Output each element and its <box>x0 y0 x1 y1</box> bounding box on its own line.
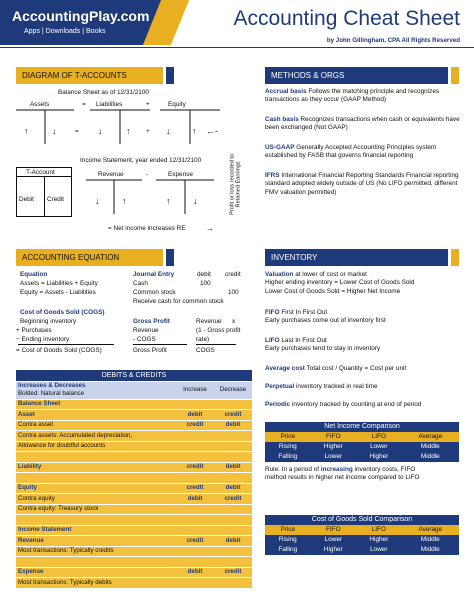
dc-increase-cell: debit <box>176 410 214 421</box>
table-cell: Middle <box>402 535 459 545</box>
rule-text: inventory costs, FIFO <box>354 466 416 473</box>
dc-decrease-cell: debit <box>214 536 252 547</box>
dc-increase-cell <box>176 525 214 536</box>
dc-header-row <box>16 381 252 399</box>
credit-label: Credit <box>47 196 65 203</box>
dc-increase-cell: credit <box>176 462 214 473</box>
je-common-stock: Common stock <box>133 289 176 296</box>
inv-term: LIFO <box>265 337 280 344</box>
table-row <box>16 441 252 452</box>
cogs-header-row <box>265 525 459 535</box>
table-row <box>16 515 252 526</box>
method-term: Cash basis <box>265 116 299 123</box>
dc-increase-cell <box>176 399 214 410</box>
is-taccount-lines <box>84 178 224 216</box>
dc-row-label: Allowance for doubtful accounts <box>16 441 176 452</box>
minus-sign: - <box>146 171 149 178</box>
vertical-note <box>228 148 244 220</box>
method-term: Accrual basis <box>265 88 307 95</box>
col-header: FIFO <box>311 525 357 535</box>
dc-increase-cell <box>176 504 214 515</box>
dc-decrease-cell <box>214 557 252 568</box>
dc-decrease-cell: credit <box>214 567 252 578</box>
dc-col-label-2: Bolded: Natural balance <box>18 390 85 397</box>
header-divider <box>0 47 474 48</box>
header-square <box>451 67 459 84</box>
je-note: Receive cash for common stock <box>133 298 224 305</box>
table-row <box>16 557 252 568</box>
cogs-line: = Cost of Goods Sold (COGS) <box>16 347 102 354</box>
method-term: IFRS <box>265 172 280 179</box>
dc-row-label: Expense <box>16 567 176 578</box>
inv-text: Higher ending inventory = Lower Cost of Goods Sold <box>265 279 415 287</box>
je-credit-header: credit <box>225 271 241 278</box>
inv-text: inventory tracked in real time <box>295 383 378 390</box>
gp-title: Gross Profit <box>133 318 170 325</box>
site-name[interactable]: AccountingPlay.com <box>12 8 150 24</box>
dc-increase-cell <box>176 431 214 442</box>
dc-row-label: Revenue <box>16 536 176 547</box>
arrow-up-icon: ↑ <box>166 196 171 206</box>
arrow-down-icon: ↓ <box>193 196 198 206</box>
dc-increase-cell <box>176 473 214 484</box>
debit-label: Debit <box>19 196 34 203</box>
revenue-label: Revenue <box>98 171 124 178</box>
dc-caption: DEBITS & CREDITS <box>16 370 252 381</box>
dc-decrease-header: Decrease <box>214 381 252 399</box>
table-cell: Lower <box>356 545 402 555</box>
cogs-title: Cost of Goods Sold (COGS) <box>20 309 105 316</box>
table-cell: Falling <box>265 545 311 555</box>
je-cash: Cash <box>133 280 148 287</box>
dc-decrease-cell <box>214 452 252 463</box>
inv-term: Periodic <box>265 401 291 408</box>
dc-decrease-cell: debit <box>214 462 252 473</box>
inv-term: FIFO <box>265 309 280 316</box>
debits-credits-table <box>16 370 252 589</box>
header-square <box>166 67 174 84</box>
dc-decrease-cell <box>214 578 252 589</box>
table-row <box>16 494 252 505</box>
dc-increase-header: Increase <box>176 381 214 399</box>
table-row <box>265 545 459 555</box>
cogs-comparison-table <box>265 515 459 555</box>
table-cell: Middle <box>402 545 459 555</box>
inventory-lifo <box>265 337 465 354</box>
dc-increase-cell <box>176 578 214 589</box>
liabilities-label: Liabilities <box>96 101 123 108</box>
table-row <box>16 567 252 578</box>
table-row <box>16 399 252 410</box>
arrow-up-icon: ↑ <box>24 126 29 136</box>
page-title: Accounting Cheat Sheet <box>233 7 460 30</box>
cogs-divider <box>18 344 114 345</box>
dc-row-label: Liability <box>16 462 176 473</box>
dc-row-label: Balance Sheet <box>16 399 176 410</box>
inv-term: Valuation <box>265 271 294 278</box>
inv-text: inventory tracked by counting at end of period <box>292 401 422 408</box>
arrow-down-icon: ↓ <box>98 126 103 136</box>
table-cell: Higher <box>311 442 357 452</box>
dc-increase-cell: credit <box>176 536 214 547</box>
dc-col-label-1: Increases & Decreases <box>18 381 86 389</box>
dc-increase-cell: debit <box>176 494 214 505</box>
ni-caption-row <box>265 422 459 432</box>
methods-title: METHODS & ORGS <box>265 67 448 84</box>
col-header: Average <box>402 525 459 535</box>
inventory-header <box>265 249 459 266</box>
table-cell: Lower <box>311 452 357 462</box>
expense-label: Expense <box>168 171 193 178</box>
bs-title: Balance Sheet as of 12/31/2100 <box>58 89 149 96</box>
dc-decrease-cell <box>214 473 252 484</box>
dc-decrease-cell <box>214 515 252 526</box>
inventory-periodic <box>265 401 465 409</box>
equation-title: ACCOUNTING EQUATION <box>16 249 163 266</box>
page-header <box>0 0 474 56</box>
inventory-valuation <box>265 271 465 296</box>
je-title: Journal Entry <box>133 271 175 278</box>
table-row <box>16 578 252 589</box>
dc-col-label <box>16 381 176 399</box>
table-cell: Higher <box>311 545 357 555</box>
method-cash <box>265 116 465 133</box>
equity-label: Equity <box>168 101 186 108</box>
table-cell: Rising <box>265 535 311 545</box>
bs-taccount-lines <box>14 108 234 148</box>
gp-cogs-result: COGS <box>196 347 215 354</box>
inv-text: Total cost / Quantity = Cost per unit <box>306 365 407 372</box>
site-links[interactable]: Apps | Downloads | Books <box>24 28 106 35</box>
inv-text: First In First Out <box>281 309 328 316</box>
eq-line-2: Equity = Assets - Liabilities <box>20 289 96 296</box>
inv-text: Early purchases come out of inventory first <box>265 317 386 325</box>
plus-sign: + <box>146 128 150 135</box>
table-row <box>16 410 252 421</box>
col-header: Average <box>402 432 459 442</box>
ni-caption: Net Income Comparison <box>265 422 459 432</box>
gp-x: x <box>232 318 236 325</box>
table-row <box>16 525 252 536</box>
method-text: Recognizes transactions when cash or equivalents have been exchanged (Not GAAP) <box>265 116 460 132</box>
inventory-perpetual <box>265 383 465 391</box>
table-cell: Middle <box>402 442 459 452</box>
cogs-line: − Ending inventory <box>16 336 70 343</box>
gp-note: rate) <box>196 336 210 343</box>
dc-caption-row <box>16 370 252 381</box>
plus-sign: + <box>146 101 150 108</box>
inv-term: Average cost <box>265 365 305 372</box>
col-header: LIFO <box>356 525 402 535</box>
eq-title: Equation <box>20 271 48 278</box>
dc-row-label <box>16 515 176 526</box>
taccounts-title: DIAGRAM OF T-ACCOUNTS <box>16 67 163 84</box>
inv-term: Perpetual <box>265 383 295 390</box>
je-cs-value: 100 <box>228 289 239 296</box>
table-cell: Middle <box>402 452 459 462</box>
inventory-title: INVENTORY <box>265 249 448 266</box>
table-cell: Rising <box>265 442 311 452</box>
inventory-fifo <box>265 309 465 326</box>
taccount-divider <box>44 176 45 217</box>
method-text: Generally Accepted Accounting Principles system established by FASB that governs financial reporting <box>265 144 437 160</box>
gp-revenue-label: Revenue <box>196 318 222 325</box>
arrow-up-icon: ↑ <box>192 126 197 136</box>
dc-decrease-cell: credit <box>214 494 252 505</box>
je-cash-value: 100 <box>200 280 211 287</box>
arrow-down-icon: ↓ <box>52 126 57 136</box>
gp-revenue: Revenue <box>133 327 159 334</box>
cogs-line: Beginning inventory <box>20 318 77 325</box>
dc-decrease-cell <box>214 441 252 452</box>
dc-row-label: Income Statement <box>16 525 176 536</box>
table-row <box>16 431 252 442</box>
net-income-table <box>265 422 459 462</box>
header-square <box>451 249 459 266</box>
arrow-right-icon: → <box>206 224 214 233</box>
dc-row-label: Most transactions: Typically credits <box>16 546 176 557</box>
dc-increase-cell <box>176 515 214 526</box>
arrow-down-icon: ↓ <box>95 196 100 206</box>
inventory-rule <box>265 466 465 483</box>
cogs-caption-row <box>265 515 459 525</box>
gp-note: (1 - Gross profit <box>196 327 241 334</box>
inv-text: Last In First Out <box>281 337 327 344</box>
gp-divider <box>133 344 187 345</box>
dc-row-label: Contra assets: Accumulated depreciation, <box>16 431 176 442</box>
inv-text: Early purchases tend to stay in inventory <box>265 345 381 353</box>
inv-text: Lower Cost of Goods Sold = Higher Net Income <box>265 287 401 295</box>
dc-row-label <box>16 557 176 568</box>
dc-increase-cell <box>176 546 214 557</box>
arrow-down-icon: ↓ <box>166 126 171 136</box>
arrow-up-icon: ↑ <box>122 196 127 206</box>
eq-line-1: Assets = Liabilities + Equity <box>20 280 98 287</box>
inventory-average <box>265 365 465 373</box>
equals-sign: = <box>82 101 86 108</box>
gp-cogs: - COGS <box>133 336 156 343</box>
dc-decrease-cell <box>214 399 252 410</box>
method-gaap <box>265 144 465 161</box>
dc-increase-cell <box>176 452 214 463</box>
dc-row-label: Asset <box>16 410 176 421</box>
is-title: Income Statement, year ended 12/31/2100 <box>80 157 202 164</box>
table-row <box>265 535 459 545</box>
table-row <box>16 473 252 484</box>
vertical-note-text: Profit or loss recorded to Retained Earnings <box>229 153 242 215</box>
col-header: FIFO <box>311 432 357 442</box>
ni-header-row <box>265 432 459 442</box>
dc-decrease-cell: debit <box>214 420 252 431</box>
cogs-line: + Purchases <box>16 327 52 334</box>
method-ifrs <box>265 172 465 197</box>
col-header: Price <box>265 432 311 442</box>
taccounts-header <box>16 67 174 84</box>
taccount-label: T-Account <box>26 169 55 176</box>
equation-header <box>16 249 174 266</box>
table-row <box>16 452 252 463</box>
table-cell: Lower <box>311 535 357 545</box>
dc-increase-cell: debit <box>176 567 214 578</box>
dc-row-label: Most transactions: Typically debits <box>16 578 176 589</box>
gp-divider <box>196 344 236 345</box>
dc-decrease-cell <box>214 504 252 515</box>
method-accrual <box>265 88 465 105</box>
dc-row-label <box>16 452 176 463</box>
arrow-up-icon: ↑ <box>126 126 131 136</box>
table-row <box>16 504 252 515</box>
dc-row-label: Contra equity <box>16 494 176 505</box>
table-cell: Higher <box>356 452 402 462</box>
dc-decrease-cell: credit <box>214 410 252 421</box>
table-row <box>16 420 252 431</box>
table-row <box>16 546 252 557</box>
table-cell: Falling <box>265 452 311 462</box>
dc-increase-cell <box>176 557 214 568</box>
table-cell: Lower <box>356 442 402 452</box>
dc-decrease-cell: debit <box>214 483 252 494</box>
byline: by John Gillingham, CPA All Rights Reserved <box>326 37 460 44</box>
header-square <box>166 249 174 266</box>
je-debit-header: debit <box>197 271 211 278</box>
dc-row-label: Contra asset <box>16 420 176 431</box>
assets-label: Assets <box>30 101 50 108</box>
arrow-left-icon: ←- <box>206 126 218 136</box>
net-income-note: = Net income increases RE <box>108 225 186 232</box>
dc-decrease-cell <box>214 525 252 536</box>
equals-sign: = <box>75 128 79 135</box>
method-text: Follows the matching principle and recognizes transactions as they occur (GAAP Method) <box>265 88 440 104</box>
rule-text: method results in higher net income compared to LIFO <box>265 474 420 482</box>
dc-row-label: Equity <box>16 483 176 494</box>
rule-text: Rule: In a period of <box>265 466 319 473</box>
method-text: International Financial Reporting Standards Financial reporting standard adopted widely outside of US (No LIFO permitted, different FMV valuation permitted) <box>265 172 459 196</box>
cogs-caption: Cost of Goods Sold Comparison <box>265 515 459 525</box>
table-row <box>16 462 252 473</box>
table-row <box>265 442 459 452</box>
table-row <box>265 452 459 462</box>
dc-row-label <box>16 473 176 484</box>
table-row <box>16 536 252 547</box>
method-term: US-GAAP <box>265 144 295 151</box>
dc-increase-cell: credit <box>176 483 214 494</box>
col-header: LIFO <box>356 432 402 442</box>
dc-increase-cell: credit <box>176 420 214 431</box>
table-cell: Higher <box>356 535 402 545</box>
dc-decrease-cell <box>214 546 252 557</box>
inv-text: at lower of cost or market <box>295 271 367 278</box>
gp-gross-profit: Gross Profit <box>133 347 167 354</box>
dc-row-label: Contra equity: Treasury stock <box>16 504 176 515</box>
dc-decrease-cell <box>214 431 252 442</box>
col-header: Price <box>265 525 311 535</box>
table-row <box>16 483 252 494</box>
dc-increase-cell <box>176 441 214 452</box>
methods-header <box>265 67 459 84</box>
rule-keyword: increasing <box>320 466 353 473</box>
